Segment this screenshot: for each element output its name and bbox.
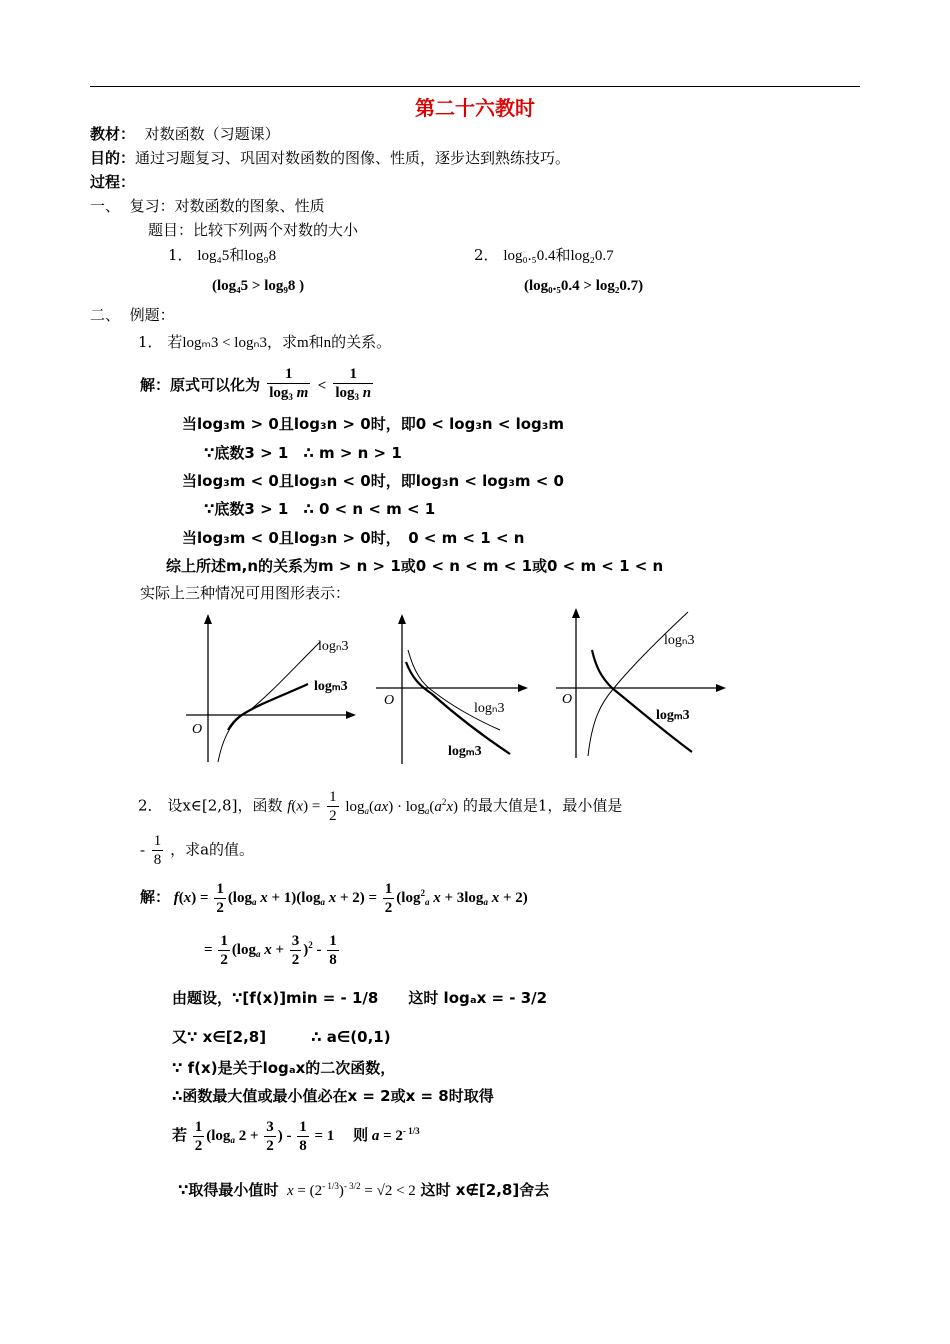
- section2-title: 例题：: [129, 306, 175, 324]
- curve-logn3: [408, 650, 500, 730]
- solution2-if: 若 $\frac{1}{2}$ ($\log_a$ 2 + $\frac{3}{2}$ ) - $\frac{1}{8}$ = 1 则 $a = 2^{- 1/3}$: [172, 1119, 420, 1154]
- goal-label: 目的：: [90, 149, 136, 167]
- solution2-label: 解：: [140, 887, 171, 906]
- case2-line: 当log₃m < 0且log₃n < 0时，即log₃n < log₃m < 0: [182, 472, 564, 490]
- y-axis-arrow-icon: [204, 614, 212, 624]
- origin-label: O: [384, 693, 395, 708]
- then-label: 则: [353, 1125, 369, 1144]
- process-label: 过程：: [90, 173, 136, 191]
- label-logm3: logₘ3: [448, 744, 482, 759]
- summary-line: 综上所述m,n的关系为m > n > 1或0 < n < m < 1或0 < m < 1 < n: [166, 557, 664, 575]
- solution2-line2: = $\frac{1}{2}$ ($\log_a$ x + $\frac{3}{2}$ )$^2$ - $\frac{1}{8}$: [204, 933, 337, 968]
- solution2-discard: ∵取得最小值时 $x = (2^{- 1/3})^{- 3/2} = √2 < 2$ 这时 x∉[2,8]舍去: [178, 1181, 550, 1199]
- solution1-label: 解：原式可以化为: [140, 376, 261, 394]
- x-axis-arrow-icon: [346, 711, 356, 719]
- section1-title: 复习：对数函数的图象、性质: [129, 197, 325, 215]
- goal-value: 通过习题复习、巩固对数函数的图像、性质，逐步达到熟练技巧。: [135, 149, 571, 167]
- curve-logm3: [592, 650, 692, 752]
- ex1-text: 若logₘ3 < logₙ3，求m和n的关系。: [167, 335, 392, 351]
- section1-task: 题目：比较下列两个对数的大小: [148, 221, 359, 239]
- ex2-text-b: 的最大值是1，最小值是: [462, 796, 623, 815]
- solution2-given: 由题设，∵[f(x)]min = - 1/8 这时 logₐx = - 3/2: [172, 989, 548, 1007]
- top-rule: [90, 86, 860, 87]
- material-label: 教材：: [90, 125, 136, 143]
- discard-end: 这时 x∉[2,8]舍去: [420, 1181, 550, 1199]
- ex2-text-a: 设x∈[2,8]，函数: [167, 796, 283, 815]
- section1-heading: [90, 196, 325, 216]
- section1-answer1: (log₄5 > log₉8 ): [212, 278, 305, 294]
- discard-label: ∵取得最小值时: [178, 1181, 279, 1199]
- section2-num: 二、: [90, 306, 121, 324]
- fraction-one-eighth: $\frac{1}{8}$: [153, 833, 162, 868]
- material-line: [90, 124, 280, 144]
- label-logn3: logₙ3: [318, 639, 349, 654]
- section1-num: 一、: [90, 197, 121, 215]
- origin-label: O: [192, 722, 203, 737]
- goal-line: [90, 148, 570, 168]
- ex1-num: 1．: [138, 333, 163, 351]
- example1: [138, 332, 391, 353]
- x-axis-arrow-icon: [716, 684, 726, 692]
- case1-line: 当log₃m > 0且log₃n > 0时，即0 < log₃n < log₃m: [182, 415, 564, 433]
- label-logm3: logₘ3: [314, 679, 348, 694]
- section1-item2: [474, 245, 614, 266]
- label-logm3: logₘ3: [656, 708, 690, 723]
- x-axis-arrow-icon: [518, 684, 528, 692]
- section2-heading: [90, 305, 175, 325]
- section1-item1: [168, 245, 276, 266]
- case1-conclusion: ∵底数3 > 1 ∴ m > n > 1: [204, 444, 402, 462]
- figure-intro: 实际上三种情况可用图形表示：: [140, 584, 351, 602]
- item1-num: 1．: [168, 246, 193, 264]
- example2-min-line: - $\frac{1}{8}$ ，求a的值。: [140, 833, 255, 868]
- item1-text: log₄5和log₉8: [197, 248, 277, 264]
- solution2-extreme: ∴函数最大值或最小值必在x = 2或x = 8时取得: [172, 1087, 494, 1105]
- ex2-text-c: ，求a的值。: [170, 840, 255, 859]
- item2-num: 2．: [474, 246, 499, 264]
- page-title: 第二十六教时: [415, 96, 535, 120]
- graph-case2: [372, 612, 537, 767]
- graph-case1: [180, 612, 360, 767]
- case3-line: 当log₃m < 0且log₃n > 0时， 0 < m < 1 < n: [182, 529, 525, 547]
- graph-case3: [552, 606, 732, 761]
- example2-line: 2． 设x∈[2,8]，函数 f(x) = $\frac{1}{2}$ $\log_a(ax) \cdot \log_a(a^2x)$ 的最大值是1，最小值是: [138, 789, 623, 824]
- material-value: 对数函数（习题课）: [144, 125, 280, 143]
- solution2-and: 又∵ x∈[2,8] ∴ a∈(0,1): [172, 1028, 391, 1046]
- y-axis-arrow-icon: [398, 614, 406, 624]
- item2-text: log₀.₅0.4和log₂0.7: [503, 248, 614, 264]
- if-label: 若: [172, 1125, 188, 1144]
- case2-conclusion: ∵底数3 > 1 ∴ 0 < n < m < 1: [204, 500, 436, 518]
- fraction-1-over-log3n: $\frac{1}{\log_3 n}$: [335, 366, 372, 402]
- origin-label: O: [562, 692, 573, 707]
- solution2-line1: 解： f(x) = $\frac{1}{2}$ ($\log_a$ $x + 1)(\log_a$ x + 2) = $\frac{1}{2}$ ($\log^2_a$ $x + 3\log_a$ x + 2): [140, 881, 528, 916]
- y-axis-arrow-icon: [572, 608, 580, 618]
- curve-logm3: [228, 684, 308, 730]
- label-logn3: logₙ3: [664, 633, 695, 648]
- solution2-quadratic: ∵ f(x)是关于logₐx的二次函数，: [172, 1059, 396, 1077]
- fraction-half: $\frac{1}{2}$: [329, 789, 337, 824]
- ex2-num: 2．: [138, 796, 163, 815]
- fraction-1-over-log3m: $\frac{1}{\log_3 m}$: [269, 366, 309, 402]
- label-logn3: logₙ3: [474, 701, 505, 716]
- section1-answer2: (log₀.₅0.4 > log₂0.7): [524, 278, 644, 294]
- solution1-line: 解：原式可以化为 $\frac{1}{\log_3 m}$ < $\frac{1}{\log_3 n}$: [140, 365, 375, 406]
